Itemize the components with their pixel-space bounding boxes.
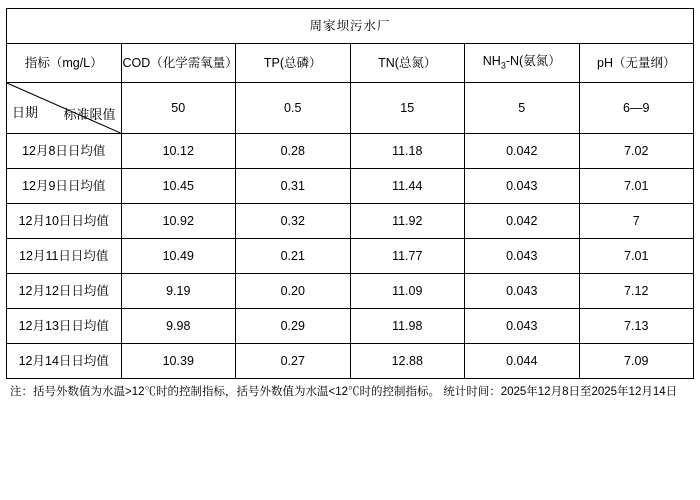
column-header-ph: pH（无量纲） xyxy=(579,44,694,83)
cell-tp: 0.27 xyxy=(236,344,351,379)
standard-limit-row xyxy=(7,83,694,134)
row-label: 12月14日日均值 xyxy=(7,344,122,379)
cell-nh3n: 0.044 xyxy=(465,344,580,379)
row-label: 12月11日日均值 xyxy=(7,239,122,274)
cell-cod: 10.92 xyxy=(121,204,236,239)
cell-tn: 11.77 xyxy=(350,239,465,274)
cell-ph: 7.01 xyxy=(579,239,694,274)
cell-tp: 0.32 xyxy=(236,204,351,239)
row-label: 12月10日日均值 xyxy=(7,204,122,239)
standard-limit-ph: 6—9 xyxy=(579,83,694,134)
cell-nh3n: 0.043 xyxy=(465,309,580,344)
cell-tp: 0.28 xyxy=(236,134,351,169)
row-label: 12月13日日均值 xyxy=(7,309,122,344)
row-label: 12月12日日均值 xyxy=(7,274,122,309)
table-row xyxy=(7,309,694,344)
standard-limit-nh3n: 5 xyxy=(465,83,580,134)
table-row xyxy=(7,239,694,274)
cell-ph: 7.12 xyxy=(579,274,694,309)
cell-cod: 10.12 xyxy=(121,134,236,169)
cell-tp: 0.21 xyxy=(236,239,351,274)
standard-limit-tn: 15 xyxy=(350,83,465,134)
cell-tp: 0.20 xyxy=(236,274,351,309)
cell-tn: 11.92 xyxy=(350,204,465,239)
header-row xyxy=(7,44,694,83)
column-header-cod: COD（化学需氧量） xyxy=(121,44,236,83)
column-header-tn: TN(总氮） xyxy=(350,44,465,83)
cell-nh3n: 0.043 xyxy=(465,274,580,309)
cell-cod: 10.49 xyxy=(121,239,236,274)
cell-tn: 11.09 xyxy=(350,274,465,309)
cell-ph: 7 xyxy=(579,204,694,239)
table-row xyxy=(7,204,694,239)
cell-ph: 7.09 xyxy=(579,344,694,379)
column-header-nh3n: $NH_3-N$(氨氮） xyxy=(465,44,580,83)
cell-cod: 9.19 xyxy=(121,274,236,309)
standard-limit-cod: 50 xyxy=(121,83,236,134)
table-row xyxy=(7,344,694,379)
water-quality-table xyxy=(6,8,694,379)
cell-cod: 9.98 xyxy=(121,309,236,344)
table-row xyxy=(7,169,694,204)
table-row xyxy=(7,274,694,309)
cell-tn: 11.98 xyxy=(350,309,465,344)
corner-label-standard: 标准限值 xyxy=(63,107,116,122)
title-row xyxy=(7,9,694,44)
cell-tp: 0.29 xyxy=(236,309,351,344)
column-header-tp: TP(总磷） xyxy=(236,44,351,83)
cell-nh3n: 0.043 xyxy=(465,169,580,204)
corner-label-date: 日期 xyxy=(12,105,39,120)
standard-limit-tp: 0.5 xyxy=(236,83,351,134)
cell-cod: 10.39 xyxy=(121,344,236,379)
cell-nh3n: 0.043 xyxy=(465,239,580,274)
cell-nh3n: 0.042 xyxy=(465,134,580,169)
cell-tn: 11.18 xyxy=(350,134,465,169)
cell-ph: 7.13 xyxy=(579,309,694,344)
column-header-indicator: 指标（mg/L） xyxy=(7,44,122,83)
corner-header-cell xyxy=(7,83,122,134)
cell-nh3n: 0.042 xyxy=(465,204,580,239)
cell-ph: 7.01 xyxy=(579,169,694,204)
row-label: 12月8日日均值 xyxy=(7,134,122,169)
cell-tn: 11.44 xyxy=(350,169,465,204)
cell-tn: 12.88 xyxy=(350,344,465,379)
footnote: 注：括号外数值为水温>12℃时的控制指标，括号外数值为水温<12℃时的控制指标。 统计时间：2025年12月8日至2025年12月14日 xyxy=(10,386,678,398)
page-title: 周家坝污水厂 xyxy=(7,9,694,44)
cell-tp: 0.31 xyxy=(236,169,351,204)
row-label: 12月9日日均值 xyxy=(7,169,122,204)
table-row xyxy=(7,134,694,169)
cell-cod: 10.45 xyxy=(121,169,236,204)
cell-ph: 7.02 xyxy=(579,134,694,169)
